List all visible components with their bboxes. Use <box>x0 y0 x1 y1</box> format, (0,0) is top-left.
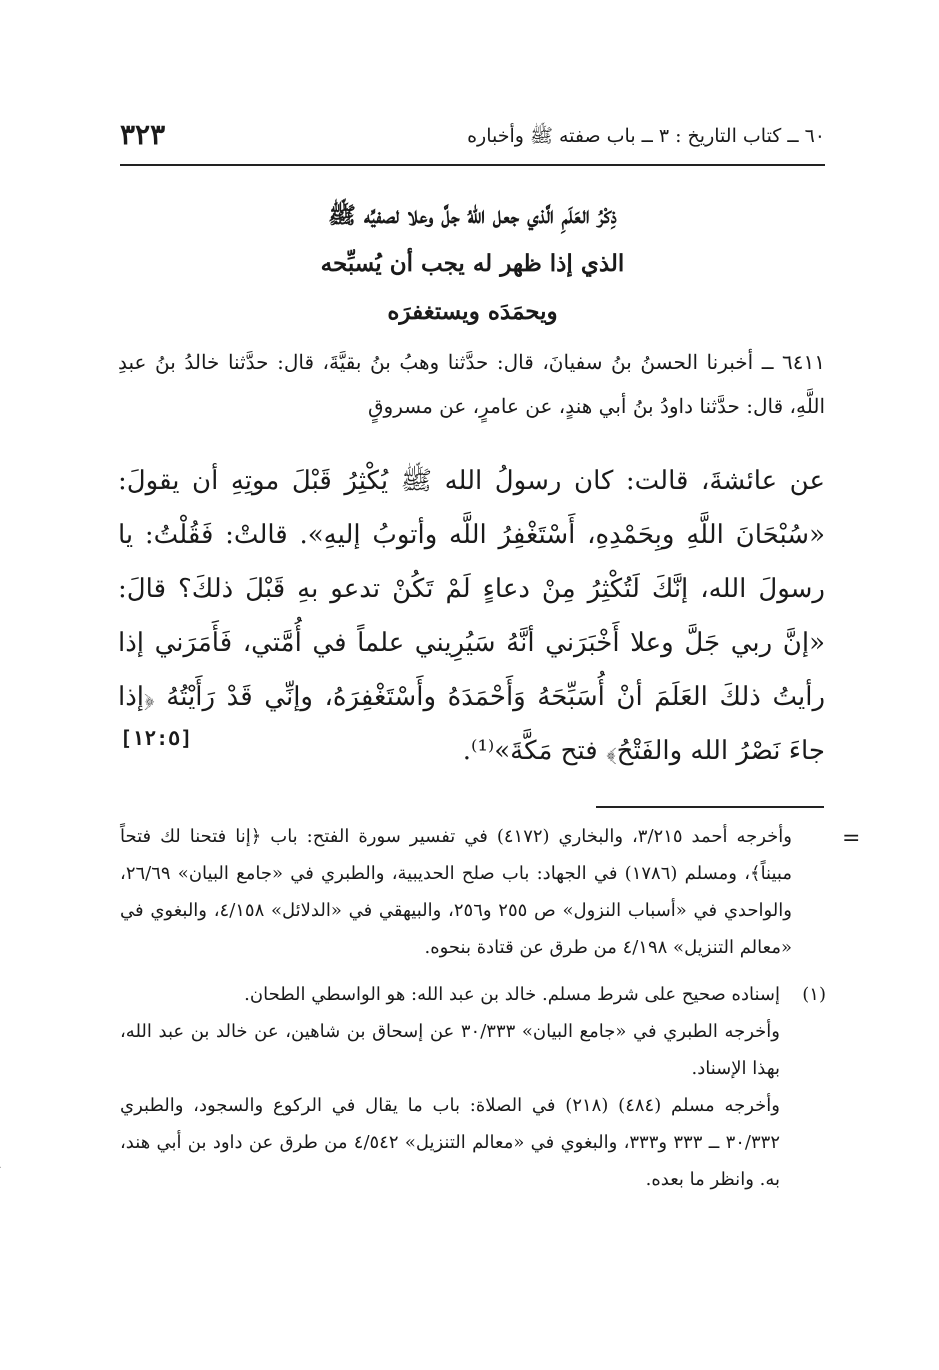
footnote-1-paragraph: وأخرجه مسلم (٤٨٤) (٢١٨) في الصلاة: باب ما يقال في الركوع والسجود، والطبري ٣٠/٣٣٢ ــ ٣٣٣ و٣٣٣، والبغوي في «معالم التنزيل» ٤/٥٤٢ من طرق عن داود بن أبي هند، به. وانظر ما بعده. <box>120 1095 780 1190</box>
header-rule <box>120 164 825 166</box>
footnotes <box>120 818 826 1208</box>
title-line-3: ويحمَدَه ويستغفرَه <box>387 298 558 325</box>
footnote-continued-text: وأخرجه أحمد ٣/٢١٥، والبخاري (٤١٧٢) في تفسير سورة الفتح: باب ﴿إنا فتحنا لك فتحاً مبيناً﴾، ومسلم (١٧٨٦) في الجهاد: باب صلح الحديبية، والطبري في «جامع البيان» ٢٦/٦٩، والواحدي في «أسباب النزول» ص ٢٥٥ و٢٥٦، والبيهقي في «الدلائل» ٤/١٥٨، والبغوي في «معالم التنزيل» ٤/١٩٨ من طرق عن قتادة بنحوه. <box>120 826 792 958</box>
footnote-1 <box>120 976 826 1198</box>
footnote-1-number: (١) <box>802 984 826 1005</box>
hadith-chain: ٦٤١١ ــ أخبرنا الحسنُ بنُ سفيانَ، قال: حدَّثنا وهبُ بنُ بقيَّةَ، قال: حدَّثنا خالدُ بنُ عبدِ اللَّهِ، قال: حدَّثنا داودُ بنُ أبي هندٍ، عن عامرٍ، عن مسروقٍ <box>118 350 825 418</box>
scan-margin-mark <box>0 1140 19 1168</box>
page-header <box>120 118 825 160</box>
footnote-continued <box>120 818 826 966</box>
title-line-1: ذِكْرُ العَلَمِ الَّذي جعل اللّهُ جلَّ وعلا لصفيِّه ﷺ <box>328 202 617 229</box>
footnote-1-paragraph: إسناده صحيح على شرط مسلم. خالد بن عبد الله: هو الواسطي الطحان. <box>244 984 780 1005</box>
footnote-continuation-mark: = <box>842 826 861 851</box>
footnote-separator <box>596 806 824 808</box>
hadith-text: عن عائشةَ، قالت: كان رسولُ الله ﷺ يُكْثِرُ قَبْلَ موتِهِ أن يقولَ: «سُبْحَانَ اللَّهِ وبِحَمْدِهِ، أَسْتَغْفِرُ اللَّه وأتوبُ إليهِ». قالتْ: فَقُلْتُ: يا رسولَ الله، إنَّكَ لَتُكْثِرُ مِنْ دعاءٍ لَمْ تَكُنْ تدعو بهِ قَبْلَ ذلكَ؟ قالَ: «إنَّ ربي جَلَّ وعلا أَخْبَرَني أنَّهُ سَيُرِيني علماً في أُمَّتي، فَأَمَرَني إذا رأيتُ ذلكَ العَلَمَ أنْ أُسَبِّحَهُ وَأَحْمَدَهُ وأَسْتَغْفِرَهُ، وإنِّي قَدْ رَأَيْتُهُ ﴿إذا جاءَ نَصْرُ الله والفَتْحُ﴾ فتح مَكَّةَ»⁽¹⁾. <box>118 466 825 766</box>
page-number: ٣٢٣ <box>120 118 166 151</box>
hadith-grading-ref: [١٢:٥] <box>120 726 193 750</box>
footnote-1-paragraph: وأخرجه الطبري في «جامع البيان» ٣٠/٣٣٣ عن إسحاق بن شاهين، عن خالد بن عبد الله، بهذا الإسناد. <box>120 1021 780 1079</box>
chapter-title <box>120 192 825 336</box>
title-line-2: الذي إذا ظهر له يجب أن يُسبِّحه <box>320 250 625 277</box>
running-head: ٦٠ ــ كتاب التاريخ : ٣ ــ باب صفته ﷺ وأخباره <box>467 125 825 147</box>
